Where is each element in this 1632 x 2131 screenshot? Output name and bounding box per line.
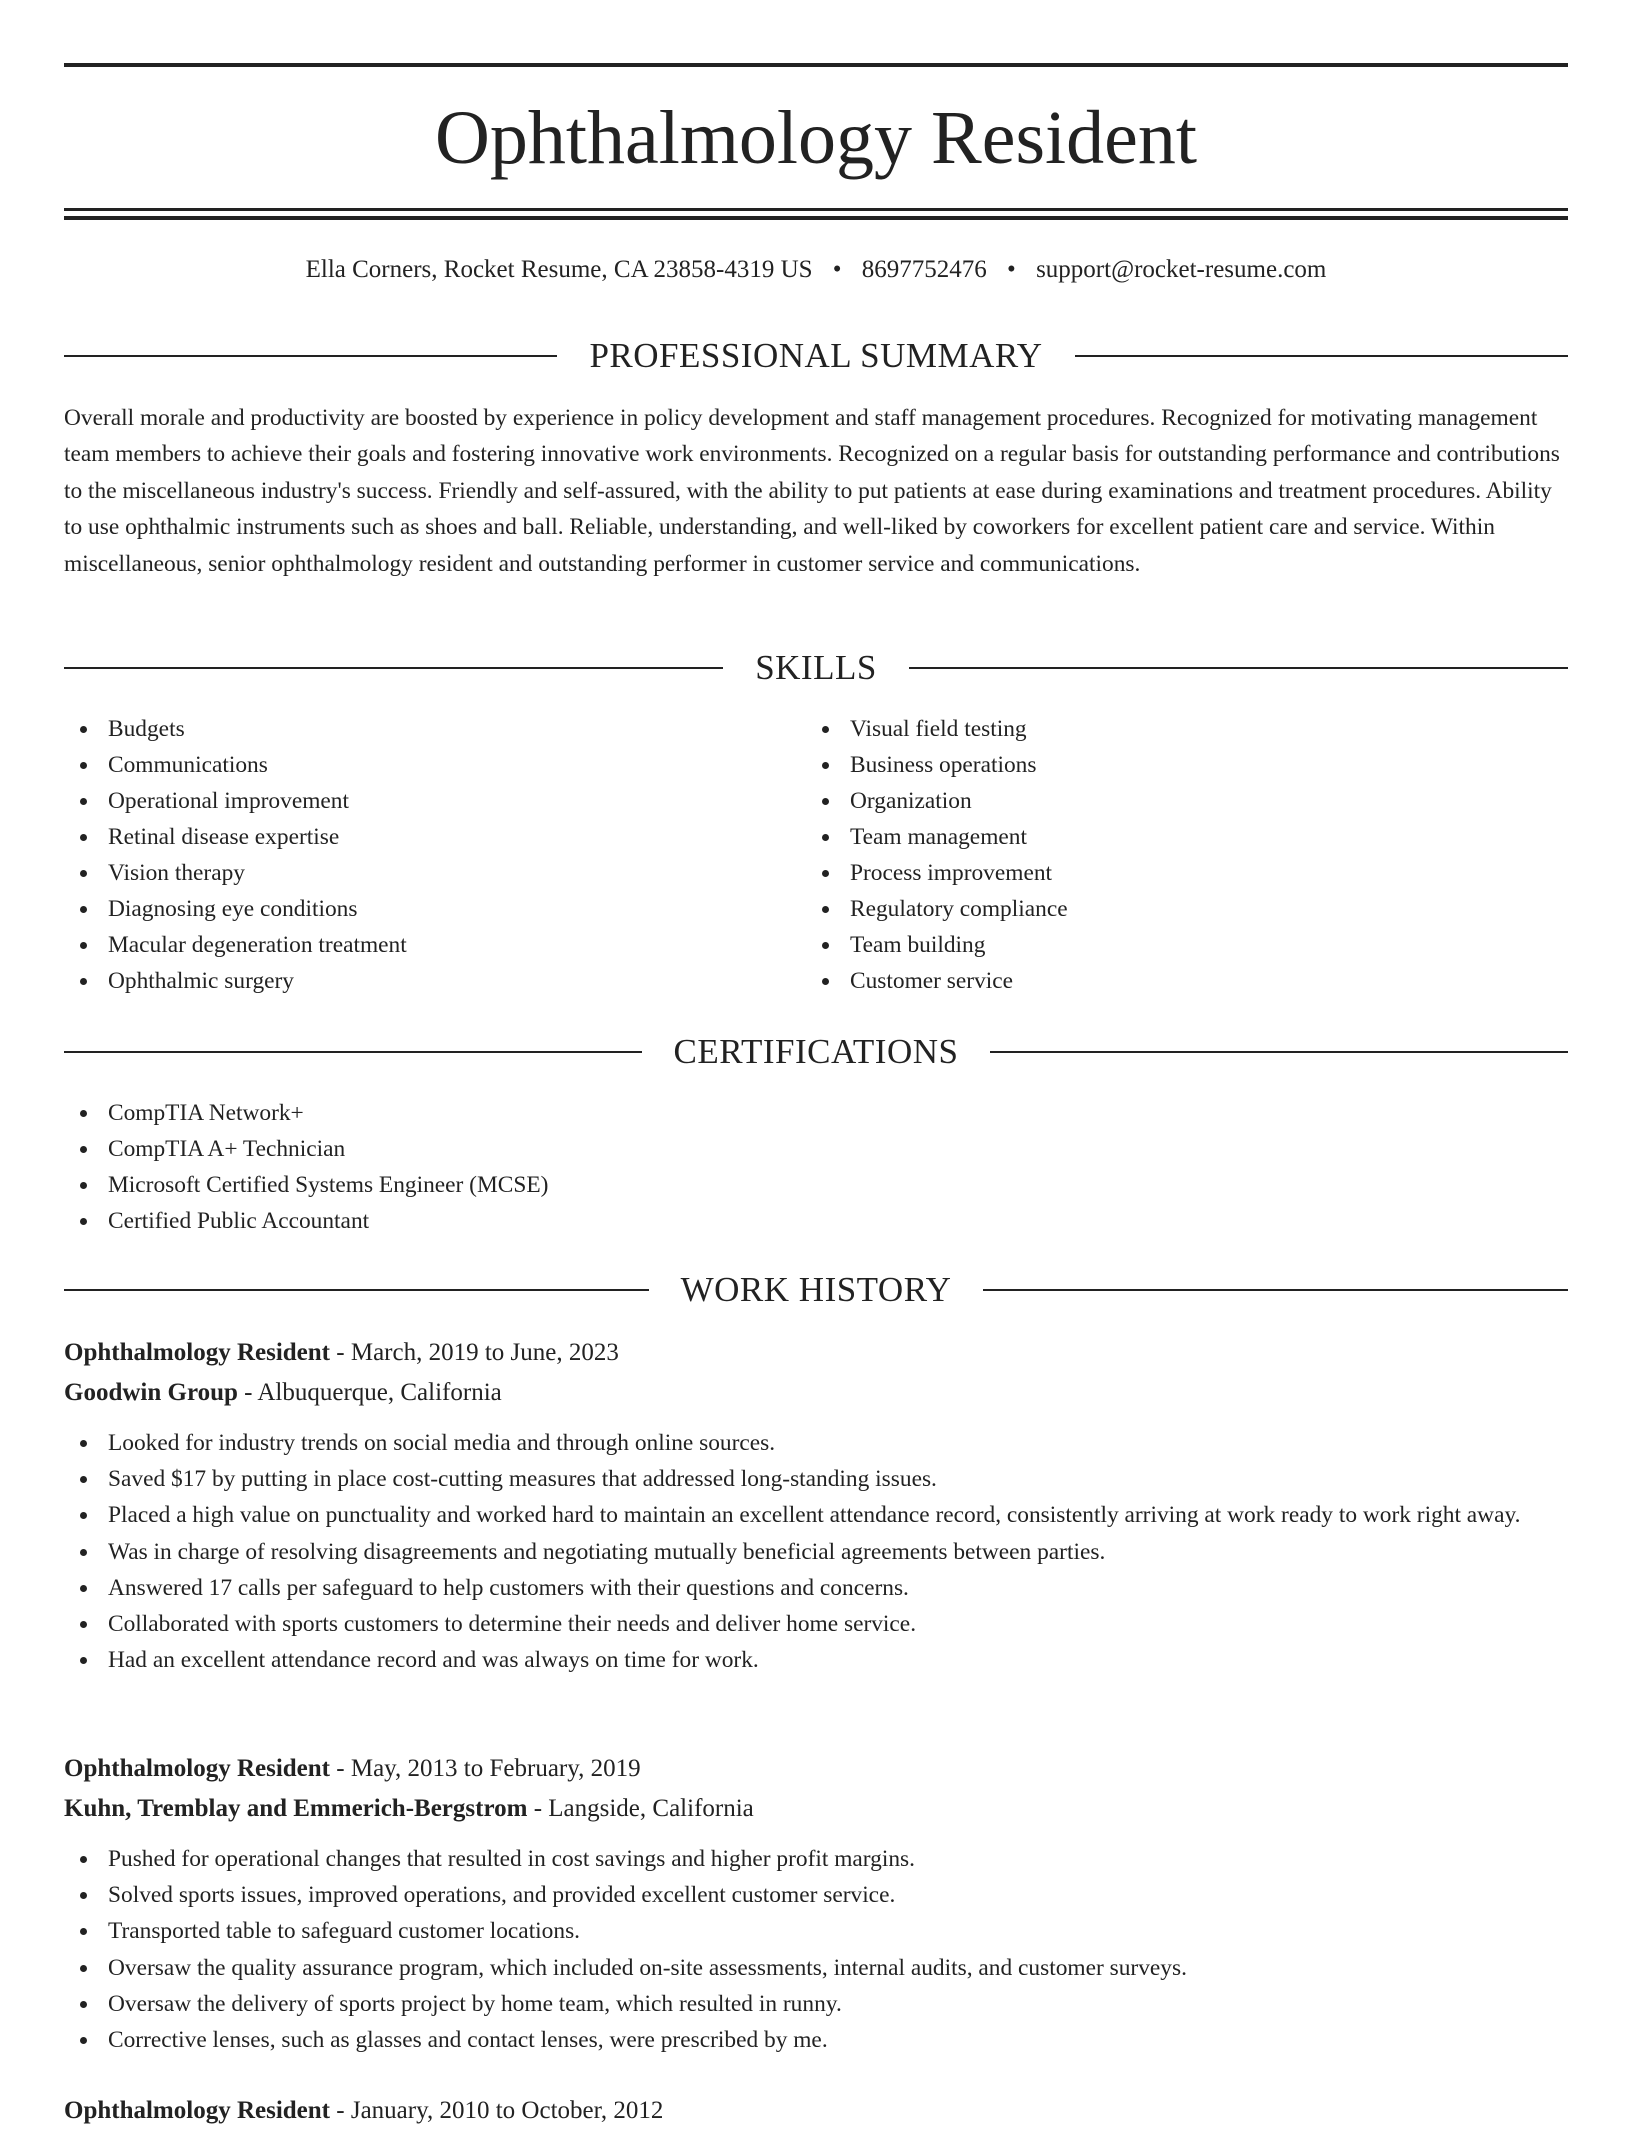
skill-item: Organization bbox=[806, 783, 1506, 819]
skill-item: Vision therapy bbox=[64, 855, 764, 891]
skills-list-right bbox=[806, 711, 1506, 999]
resume-title: Ophthalmology Resident bbox=[434, 96, 1198, 180]
job-entry bbox=[64, 2091, 1568, 2131]
skill-item: Ophthalmic surgery bbox=[64, 963, 764, 999]
skill-item: Budgets bbox=[64, 711, 764, 747]
certifications-list bbox=[64, 1095, 1568, 1239]
job-company: Kuhn, Tremblay and Emmerich-Bergstrom bbox=[64, 1795, 528, 1822]
section-divider bbox=[1075, 355, 1568, 357]
job-title: Ophthalmology Resident bbox=[64, 2097, 331, 2124]
section-divider bbox=[64, 1289, 649, 1291]
contact-line bbox=[64, 252, 1568, 288]
header-bottom-rule bbox=[64, 208, 1568, 211]
job-company-line: Goodwin Group - Albuquerque, California bbox=[64, 1379, 502, 1406]
job-bullet: Placed a high value on punctuality and worked hard to maintain an excellent attendance record, consistently arriving at work ready to work right away. bbox=[64, 1497, 1568, 1533]
section-header-work-history bbox=[64, 1265, 1568, 1315]
section-divider bbox=[983, 1289, 1568, 1291]
section-header-certifications bbox=[64, 1027, 1568, 1077]
job-company: Goodwin Group bbox=[64, 1379, 238, 1406]
section-title: PROFESSIONAL SUMMARY bbox=[589, 336, 1043, 375]
job-bullet: Pushed for operational changes that resulted in cost savings and higher profit margins. bbox=[64, 1841, 1568, 1877]
job-title: Ophthalmology Resident bbox=[64, 1755, 331, 1782]
job-bullet: Was in charge of resolving disagreements and negotiating mutually beneficial agreements between parties. bbox=[64, 1534, 1568, 1570]
skill-item: Macular degeneration treatment bbox=[64, 927, 764, 963]
skill-item: Operational improvement bbox=[64, 783, 764, 819]
skill-item: Team management bbox=[806, 819, 1506, 855]
job-bullet: Corrective lenses, such as glasses and contact lenses, were prescribed by me. bbox=[64, 2022, 1568, 2058]
certification-item: CompTIA Network+ bbox=[64, 1095, 1568, 1131]
section-divider bbox=[64, 667, 723, 669]
job-bullets bbox=[64, 1841, 1568, 2058]
job-bullet: Collaborated with sports customers to determine their needs and deliver home service. bbox=[64, 1606, 1568, 1642]
contact-separator: • bbox=[832, 256, 842, 283]
job-dates: January, 2010 to October, 2012 bbox=[350, 2097, 664, 2124]
skills-list-left bbox=[64, 711, 764, 999]
section-divider bbox=[64, 1051, 642, 1053]
job-bullet: Answered 17 calls per safeguard to help customers with their questions and concerns. bbox=[64, 1570, 1568, 1606]
job-dates: May, 2013 to February, 2019 bbox=[350, 1755, 641, 1782]
contact-separator: • bbox=[1007, 256, 1016, 283]
summary-text: Overall morale and productivity are boosted by experience in policy development and staff management procedures. Recognized for motivating management team members to achieve their goals and fostering innovative work environments. Recognized on a regular basis for outstanding performance and contributions to the miscellaneous industry's success. Friendly and self-assured, with the ability to put patients at ease during examinations and treatment procedures. Ability to use ophthalmic instruments such as shoes and ball. Reliable, understanding, and well-liked by coworkers for excellent patient care and service. Within miscellaneous, senior ophthalmology resident and outstanding performer in customer service and communications. bbox=[64, 405, 1560, 577]
contact-email: support@rocket-resume.com bbox=[1036, 256, 1327, 283]
certification-item: CompTIA A+ Technician bbox=[64, 1131, 1568, 1167]
section-header-skills bbox=[64, 643, 1568, 693]
contact-phone: 8697752476 bbox=[861, 256, 987, 283]
job-entry bbox=[64, 1749, 1568, 2058]
job-bullet: Looked for industry trends on social media and through online sources. bbox=[64, 1425, 1568, 1461]
section-header-summary bbox=[64, 331, 1568, 381]
job-company-line: Kuhn, Tremblay and Emmerich-Bergstrom - Langside, California bbox=[64, 1795, 754, 1822]
skill-item: Customer service bbox=[806, 963, 1506, 999]
job-bullet: Oversaw the delivery of sports project by home team, which resulted in runny. bbox=[64, 1986, 1568, 2022]
job-bullet: Transported table to safeguard customer locations. bbox=[64, 1913, 1568, 1949]
job-title-line: Ophthalmology Resident - January, 2010 to October, 2012 bbox=[64, 2097, 664, 2124]
skill-item: Visual field testing bbox=[806, 711, 1506, 747]
certification-item: Microsoft Certified Systems Engineer (MCSE) bbox=[64, 1167, 1568, 1203]
section-title: WORK HISTORY bbox=[680, 1270, 952, 1309]
job-bullet: Saved $17 by putting in place cost-cutting measures that addressed long-standing issues. bbox=[64, 1461, 1568, 1497]
job-bullet: Had an excellent attendance record and was always on time for work. bbox=[64, 1642, 1568, 1678]
job-bullets bbox=[64, 1425, 1568, 1678]
header-top-rule bbox=[64, 63, 1568, 67]
section-divider bbox=[990, 1051, 1568, 1053]
contact-address: Ella Corners, Rocket Resume, CA 23858-4319 US bbox=[305, 256, 813, 283]
section-title: CERTIFICATIONS bbox=[673, 1032, 959, 1071]
job-title: Ophthalmology Resident bbox=[64, 1339, 331, 1366]
job-location: Albuquerque, California bbox=[257, 1379, 502, 1406]
skill-item: Retinal disease expertise bbox=[64, 819, 764, 855]
skill-item: Team building bbox=[806, 927, 1506, 963]
job-bullet: Oversaw the quality assurance program, which included on-site assessments, internal audits, and customer surveys. bbox=[64, 1950, 1568, 1986]
job-title-line: Ophthalmology Resident - May, 2013 to February, 2019 bbox=[64, 1755, 641, 1782]
skill-item: Process improvement bbox=[806, 855, 1506, 891]
section-divider bbox=[909, 667, 1568, 669]
skill-item: Diagnosing eye conditions bbox=[64, 891, 764, 927]
skill-item: Communications bbox=[64, 747, 764, 783]
certification-item: Certified Public Accountant bbox=[64, 1203, 1568, 1239]
job-entry bbox=[64, 1333, 1568, 1678]
skill-item: Regulatory compliance bbox=[806, 891, 1506, 927]
job-location: Langside, California bbox=[548, 1795, 754, 1822]
job-dates: March, 2019 to June, 2023 bbox=[350, 1339, 619, 1366]
section-title: SKILLS bbox=[755, 648, 877, 687]
job-title-line: Ophthalmology Resident - March, 2019 to June, 2023 bbox=[64, 1339, 619, 1366]
header-bottom-rule-2 bbox=[64, 216, 1568, 220]
job-bullet: Solved sports issues, improved operations, and provided excellent customer service. bbox=[64, 1877, 1568, 1913]
section-divider bbox=[64, 355, 557, 357]
skill-item: Business operations bbox=[806, 747, 1506, 783]
